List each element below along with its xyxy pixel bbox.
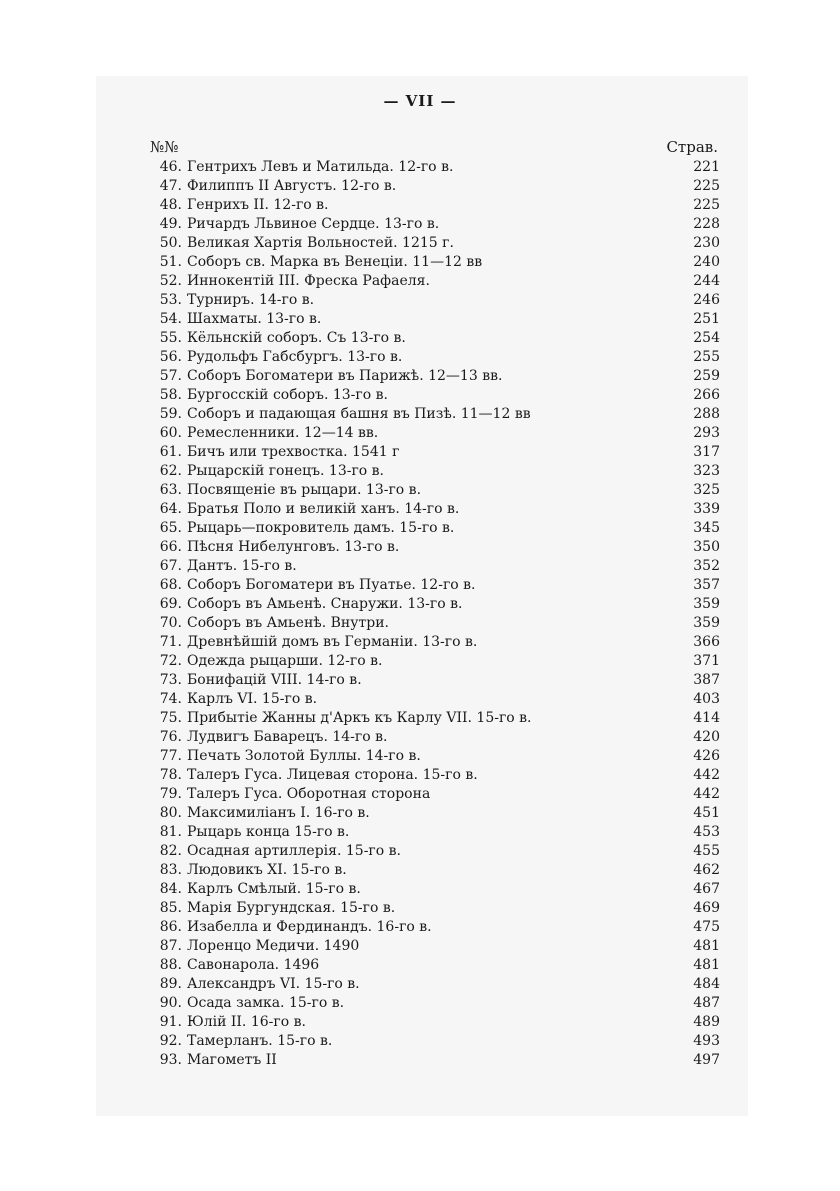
entry-title: Иннокентій III. Фреска Рафаеля. — [187, 273, 430, 289]
entry-page-number: 339 — [693, 501, 720, 517]
entry-title: Изабелла и Фердинандъ. 16-го в. — [187, 919, 432, 935]
page-column-label: Страв. — [666, 138, 718, 156]
entry-title: Гентрихъ Левъ и Матильда. 12-го в. — [187, 159, 454, 175]
entry-number: 68. — [159, 577, 182, 593]
entry-title: Великая Хартія Вольностей. 1215 г. — [187, 235, 454, 251]
list-item — [150, 481, 720, 500]
entry-number: 64. — [159, 501, 182, 517]
entry-number: 49. — [159, 216, 182, 232]
entry-title: Максимиліанъ I. 16-го в. — [187, 805, 370, 821]
entry-page-number: 228 — [693, 216, 720, 232]
entry-number: 78. — [159, 767, 182, 783]
list-item — [150, 937, 720, 956]
entry-title: Савонарола. 1496 — [187, 957, 320, 973]
entry-number: 50. — [159, 235, 182, 251]
column-headers — [150, 138, 718, 158]
entry-number: 55. — [159, 330, 182, 346]
entry-page-number: 288 — [693, 406, 720, 422]
list-item — [150, 462, 720, 481]
list-item — [150, 196, 720, 215]
entry-page-number: 489 — [693, 1014, 720, 1030]
entry-title: Соборъ и падающая башня въ Пизѣ. 11—12 вв — [187, 406, 531, 422]
entry-number: 80. — [159, 805, 182, 821]
entry-page-number: 481 — [693, 938, 720, 954]
entry-number: 88. — [159, 957, 182, 973]
list-item — [150, 386, 720, 405]
list-item — [150, 747, 720, 766]
entry-number: 73. — [159, 672, 182, 688]
entry-number: 67. — [159, 558, 182, 574]
entry-number: 93. — [159, 1052, 182, 1068]
entry-title: Филиппъ II Августъ. 12-го в. — [187, 178, 397, 194]
entry-title: Юлій II. 16-го в. — [187, 1014, 306, 1030]
entry-page-number: 359 — [693, 596, 720, 612]
entry-number: 84. — [159, 881, 182, 897]
entry-page-number: 225 — [693, 178, 720, 194]
entry-page-number: 462 — [693, 862, 720, 878]
entry-page-number: 475 — [693, 919, 720, 935]
list-item — [150, 975, 720, 994]
list-item — [150, 804, 720, 823]
list-item — [150, 1051, 720, 1070]
entry-title: Осадная артиллерія. 15-го в. — [187, 843, 401, 859]
list-item — [150, 557, 720, 576]
entry-page-number: 259 — [693, 368, 720, 384]
entry-page-number: 467 — [693, 881, 720, 897]
entry-title: Соборъ въ Амьенѣ. Внутри. — [187, 615, 389, 631]
list-item — [150, 443, 720, 462]
entry-number: 69. — [159, 596, 182, 612]
entry-page-number: 453 — [693, 824, 720, 840]
list-item — [150, 766, 720, 785]
list-item — [150, 348, 720, 367]
entry-page-number: 387 — [693, 672, 720, 688]
entry-number: 86. — [159, 919, 182, 935]
entry-page-number: 469 — [693, 900, 720, 916]
entry-page-number: 366 — [693, 634, 720, 650]
entry-number: 77. — [159, 748, 182, 764]
entry-page-number: 266 — [693, 387, 720, 403]
entry-page-number: 325 — [693, 482, 720, 498]
entry-number: 85. — [159, 900, 182, 916]
list-item — [150, 633, 720, 652]
illustration-list — [150, 158, 720, 1070]
entry-page-number: 317 — [693, 444, 720, 460]
entry-number: 56. — [159, 349, 182, 365]
entry-page-number: 403 — [693, 691, 720, 707]
entry-title: Талеръ Гуса. Лицевая сторона. 15-го в. — [187, 767, 478, 783]
entry-number: 51. — [159, 254, 182, 270]
list-item — [150, 424, 720, 443]
list-item — [150, 519, 720, 538]
entry-page-number: 359 — [693, 615, 720, 631]
entry-title: Бургосскій соборъ. 13-го в. — [187, 387, 388, 403]
entry-number: 60. — [159, 425, 182, 441]
entry-number: 66. — [159, 539, 182, 555]
list-item — [150, 1013, 720, 1032]
entry-title: Кёльнскій соборъ. Съ 13-го в. — [187, 330, 406, 346]
entry-title: Лудвигъ Баварецъ. 14-го в. — [187, 729, 388, 745]
entry-number: 76. — [159, 729, 182, 745]
entry-title: Осада замка. 15-го в. — [187, 995, 345, 1011]
entry-title: Бичъ или трехвостка. 1541 г — [187, 444, 400, 460]
list-item — [150, 899, 720, 918]
list-item — [150, 291, 720, 310]
entry-title: Талеръ Гуса. Оборотная сторона — [187, 786, 431, 802]
entry-page-number: 420 — [693, 729, 720, 745]
list-item — [150, 994, 720, 1013]
entry-page-number: 442 — [693, 786, 720, 802]
list-item — [150, 234, 720, 253]
list-item — [150, 253, 720, 272]
entry-number: 92. — [159, 1033, 182, 1049]
entry-number: 59. — [159, 406, 182, 422]
list-item — [150, 215, 720, 234]
list-item — [150, 861, 720, 880]
entry-title: Карлъ VI. 15-го в. — [187, 691, 318, 707]
entry-title: Рыцарь конца 15-го в. — [187, 824, 350, 840]
list-item — [150, 728, 720, 747]
list-item — [150, 614, 720, 633]
entry-title: Печать Золотой Буллы. 14-го в. — [187, 748, 421, 764]
list-item — [150, 785, 720, 804]
entry-page-number: 487 — [693, 995, 720, 1011]
list-item — [150, 652, 720, 671]
list-item — [150, 842, 720, 861]
list-item — [150, 405, 720, 424]
entry-title: Генрихъ II. 12-го в. — [187, 197, 329, 213]
entry-number: 71. — [159, 634, 182, 650]
entry-page-number: 323 — [693, 463, 720, 479]
entry-page-number: 484 — [693, 976, 720, 992]
entry-number: 74. — [159, 691, 182, 707]
entry-title: Магометъ II — [187, 1052, 277, 1068]
list-item — [150, 823, 720, 842]
entry-page-number: 493 — [693, 1033, 720, 1049]
entry-title: Дантъ. 15-го в. — [187, 558, 297, 574]
list-item — [150, 538, 720, 557]
list-item — [150, 367, 720, 386]
entry-title: Ремесленники. 12—14 вв. — [187, 425, 379, 441]
entry-title: Пѣсня Нибелунговъ. 13-го в. — [187, 539, 400, 555]
entry-number: 52. — [159, 273, 182, 289]
list-item — [150, 272, 720, 291]
entry-page-number: 352 — [693, 558, 720, 574]
list-item — [150, 956, 720, 975]
list-item — [150, 709, 720, 728]
entry-number: 65. — [159, 520, 182, 536]
entry-page-number: 254 — [693, 330, 720, 346]
entry-title: Соборъ св. Марка въ Венеціи. 11—12 вв — [187, 254, 483, 270]
entry-title: Соборъ Богоматери въ Парижѣ. 12—13 вв. — [187, 368, 503, 384]
entry-number: 58. — [159, 387, 182, 403]
entry-title: Одежда рыцарши. 12-го в. — [187, 653, 383, 669]
entry-page-number: 225 — [693, 197, 720, 213]
entry-number: 91. — [159, 1014, 182, 1030]
entry-page-number: 345 — [693, 520, 720, 536]
entry-title: Прибытіе Жанны д'Аркъ къ Карлу VII. 15-го в. — [187, 710, 532, 726]
entry-title: Древнѣйшій домъ въ Германіи. 13-го в. — [187, 634, 478, 650]
list-item — [150, 1032, 720, 1051]
entry-number: 47. — [159, 178, 182, 194]
entry-page-number: 293 — [693, 425, 720, 441]
list-item — [150, 500, 720, 519]
entry-number: 79. — [159, 786, 182, 802]
entry-number: 63. — [159, 482, 182, 498]
entry-page-number: 221 — [693, 159, 720, 175]
entry-page-number: 451 — [693, 805, 720, 821]
list-item — [150, 158, 720, 177]
entry-page-number: 246 — [693, 292, 720, 308]
entry-title: Людовикъ XI. 15-го в. — [187, 862, 347, 878]
entry-number: 54. — [159, 311, 182, 327]
entry-page-number: 371 — [693, 653, 720, 669]
entry-number: 72. — [159, 653, 182, 669]
entry-title: Посвященіе въ рыцари. 13-го в. — [187, 482, 422, 498]
entry-number: 87. — [159, 938, 182, 954]
list-item — [150, 918, 720, 937]
number-column-label: №№ — [150, 138, 179, 156]
entry-page-number: 414 — [693, 710, 720, 726]
entry-page-number: 255 — [693, 349, 720, 365]
entry-page-number: 455 — [693, 843, 720, 859]
entry-number: 82. — [159, 843, 182, 859]
list-item — [150, 576, 720, 595]
list-item — [150, 880, 720, 899]
entry-title: Братья Поло и великій ханъ. 14-го в. — [187, 501, 460, 517]
entry-number: 83. — [159, 862, 182, 878]
entry-number: 90. — [159, 995, 182, 1011]
list-item — [150, 595, 720, 614]
entry-number: 89. — [159, 976, 182, 992]
entry-title: Соборъ Богоматери въ Пуатье. 12-го в. — [187, 577, 476, 593]
entry-page-number: 251 — [693, 311, 720, 327]
entry-title: Ричардъ Львиное Сердце. 13-го в. — [187, 216, 440, 232]
entry-number: 62. — [159, 463, 182, 479]
running-head: — VII — — [383, 92, 457, 110]
entry-number: 46. — [159, 159, 182, 175]
entry-page-number: 244 — [693, 273, 720, 289]
entry-page-number: 357 — [693, 577, 720, 593]
entry-title: Рыцарскій гонецъ. 13-го в. — [187, 463, 385, 479]
entry-page-number: 497 — [693, 1052, 720, 1068]
list-item — [150, 310, 720, 329]
entry-title: Рудольфъ Габсбургъ. 13-го в. — [187, 349, 403, 365]
entry-title: Марія Бургундская. 15-го в. — [187, 900, 396, 916]
list-item — [150, 177, 720, 196]
entry-title: Александръ VI. 15-го в. — [187, 976, 360, 992]
entry-number: 75. — [159, 710, 182, 726]
entry-page-number: 481 — [693, 957, 720, 973]
entry-number: 53. — [159, 292, 182, 308]
entry-page-number: 240 — [693, 254, 720, 270]
entry-title: Рыцарь—покровитель дамъ. 15-го в. — [187, 520, 455, 536]
entry-page-number: 350 — [693, 539, 720, 555]
entry-number: 48. — [159, 197, 182, 213]
entry-title: Тамерланъ. 15-го в. — [187, 1033, 333, 1049]
entry-title: Соборъ въ Амьенѣ. Снаружи. 13-го в. — [187, 596, 463, 612]
entry-page-number: 230 — [693, 235, 720, 251]
entry-number: 57. — [159, 368, 182, 384]
list-item — [150, 329, 720, 348]
entry-number: 81. — [159, 824, 182, 840]
entry-title: Бонифацій VIII. 14-го в. — [187, 672, 362, 688]
list-item — [150, 690, 720, 709]
entry-title: Лоренцо Медичи. 1490 — [187, 938, 360, 954]
entry-number: 61. — [159, 444, 182, 460]
entry-page-number: 426 — [693, 748, 720, 764]
entry-title: Карлъ Смѣлый. 15-го в. — [187, 881, 361, 897]
entry-number: 70. — [159, 615, 182, 631]
entry-title: Турниръ. 14-го в. — [187, 292, 315, 308]
list-item — [150, 671, 720, 690]
entry-page-number: 442 — [693, 767, 720, 783]
entry-title: Шахматы. 13-го в. — [187, 311, 322, 327]
